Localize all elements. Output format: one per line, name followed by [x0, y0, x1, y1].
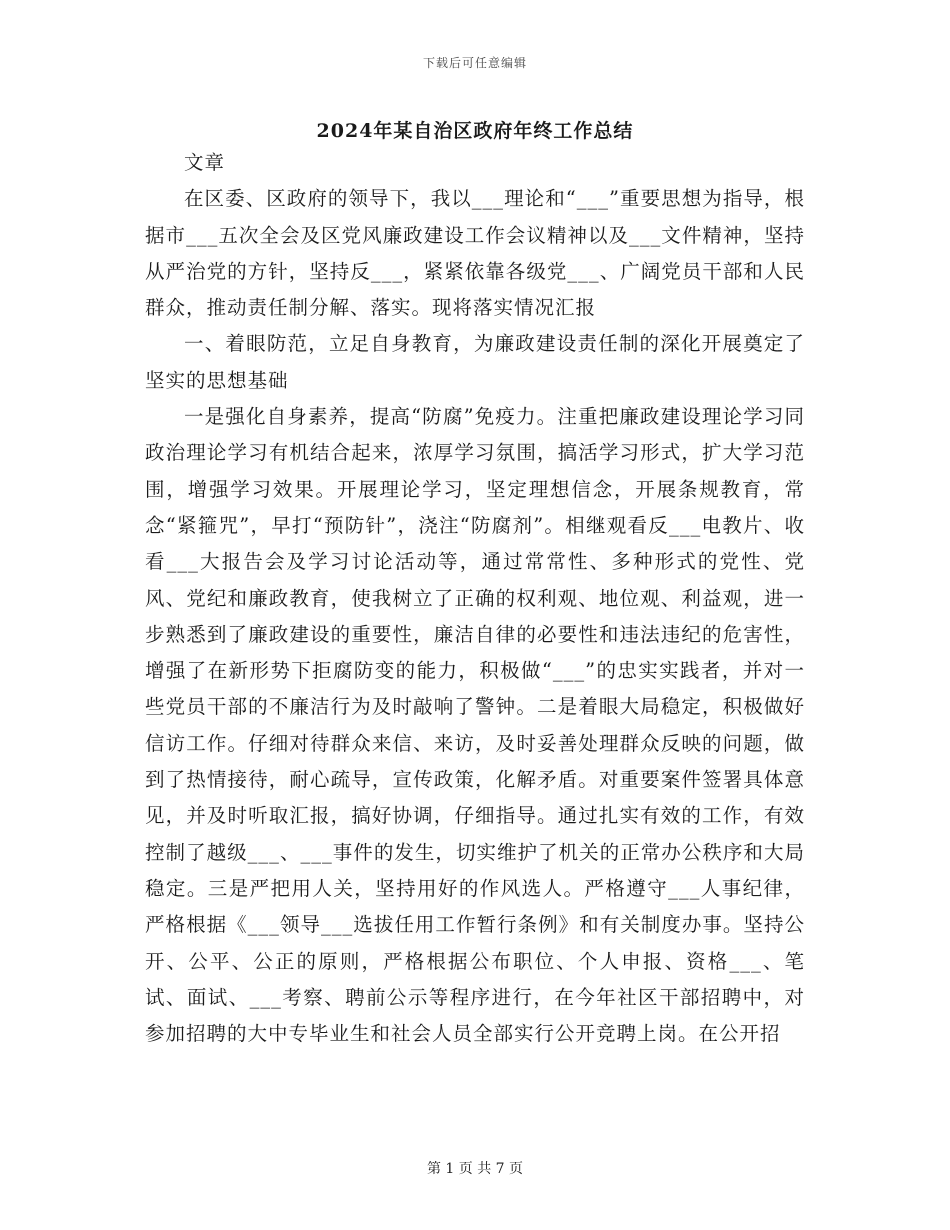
page-number: 第 1 页 共 7 页: [426, 1161, 524, 1177]
paragraph-section-heading: 一、着眼防范，立足自身教育，为廉政建设责任制的深化开展奠定了坚实的思想基础: [145, 332, 805, 392]
page-header-note: 下载后可任意编辑: [422, 56, 527, 70]
paragraph-article-label: 文章: [184, 151, 226, 174]
paragraph-body: 一是强化自身素养，提高“防腐”免疫力。注重把廉政建设理论学习同政治理论学习有机结合起来，浓厚学习氛围，搞活学习形式，扩大学习范围，增强学习效果。开展理论学习，坚定理想信念，开展条规教育，常念“紧箍咒”，早打“预防针”，浇注“防腐剂”。相继观看反___电教片、收看___大报告会及学习讨论活动等，通过常常性、多种形式的党性、党风、党纪和廉政教育，使我树立了正确的权利观、地位观、利益观，进一步熟悉到了廉政建设的重要性，廉洁自律的必要性和违法违纪的危害性，增强了在新形势下拒腐防变的能力，积极做“___”的忠实实践者，并对一些党员干部的不廉洁行为及时敲响了警钟。二是着眼大局稳定，积极做好信访工作。仔细对待群众来信、来访，及时妥善处理群众反映的问题，做到了热情接待，耐心疏导，宣传政策，化解矛盾。对重要案件签署具体意见，并及时听取汇报，搞好协调，仔细指导。通过扎实有效的工作，有效控制了越级___、___事件的发生，切实维护了机关的正常办公秩序和大局稳定。三是严把用人关，坚持用好的作风选人。严格遵守___人事纪律，严格根据《___领导___选拔任用工作暂行条例》和有关制度办事。坚持公开、公平、公正的原则，严格根据公布职位、个人申报、资格___、笔试、面试、___考察、聘前公示等程序进行，在今年社区干部招聘中，对参加招聘的大中专毕业生和社会人员全部实行公开竞聘上岗。在公开招: [145, 405, 805, 1046]
document-body: [145, 145, 805, 1052]
paragraph-intro: 在区委、区政府的领导下，我以___理论和“___”重要思想为指导，根据市___五次全会及区党风廉政建设工作会议精神以及___文件精神，坚持从严治党的方针，坚持反___，紧紧依靠各级党___、广阔党员干部和人民群众，推动责任制分解、落实。现将落实情况汇报: [145, 187, 805, 320]
document-title: 2024年某自治区政府年终工作总结: [316, 120, 634, 142]
